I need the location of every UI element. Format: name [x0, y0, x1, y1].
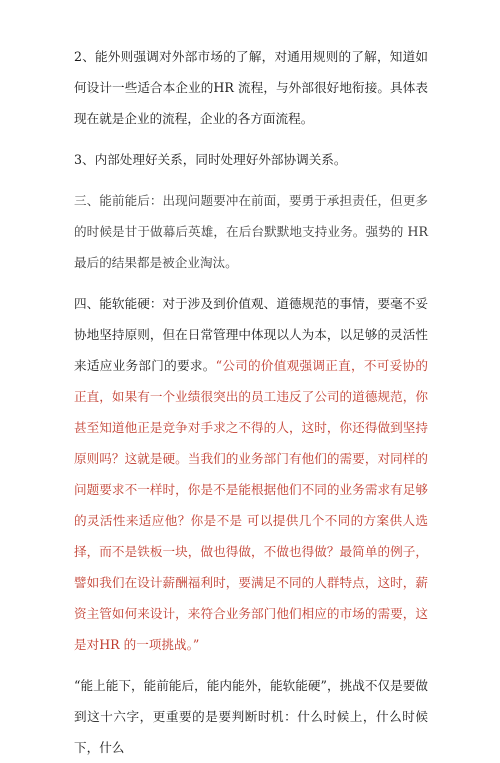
paragraph-front-back: 三、能前能后：出现问题要冲在前面，要勇于承担责任，但更多的时候是甘于做幕后英雄，在后台默默地支持业务。强势的 HR 最后的结果都是被企业淘汰。: [74, 193, 428, 270]
paragraph-soft-hard: [74, 288, 428, 660]
paragraph-external-market: 2、能外则强调对外部市场的了解，对通用规则的了解，知道如何设计一些适合本企业的HR 流程，与外部很好地衔接。具体表现在就是企业的流程，企业的各方面流程。: [74, 49, 428, 126]
paragraph-soft-hard-quote: “公司的价值观强调正直，不可妥协的正直，如果有一个业绩很突出的员工违反了公司的道德规范，你甚至知道他正是竞争对手求之不得的人，这时，你还得做到坚持原则吗？这就是硬。当我们的业务部门有他们的需要，对同样的问题要求不一样时，你是不是能根据他们不同的业务需求有足够的灵活性来适应他？你是不是 可以提供几个不同的方案供人选择，而不是铁板一块，做也得做，不做也得做？最简单的例子，譬如我们在设计薪酬福利时，要满足不同的人群特点，这时，薪资主管如何来设计，来符合业务部门他们相应的市场的需要，这是对HR 的一项挑战。”: [74, 358, 428, 652]
paragraph-relations: 3、内部处理好关系，同时处理好外部协调关系。: [74, 152, 347, 167]
paragraph-sixteen-characters: “能上能下，能前能后，能内能外，能软能硬”，挑战不仅是要做到这十六字，更重要的是要判断时机：什么时候上，什么时候下，什么: [74, 678, 428, 755]
paragraph-soft-hard-lead: 四、能软能硬：对于涉及到价值观、道德规范的事情，要毫不妥协地坚持原则，但在日常管理中体现以人为本，以足够的灵活性来适应业务部门的要求。: [74, 296, 428, 373]
